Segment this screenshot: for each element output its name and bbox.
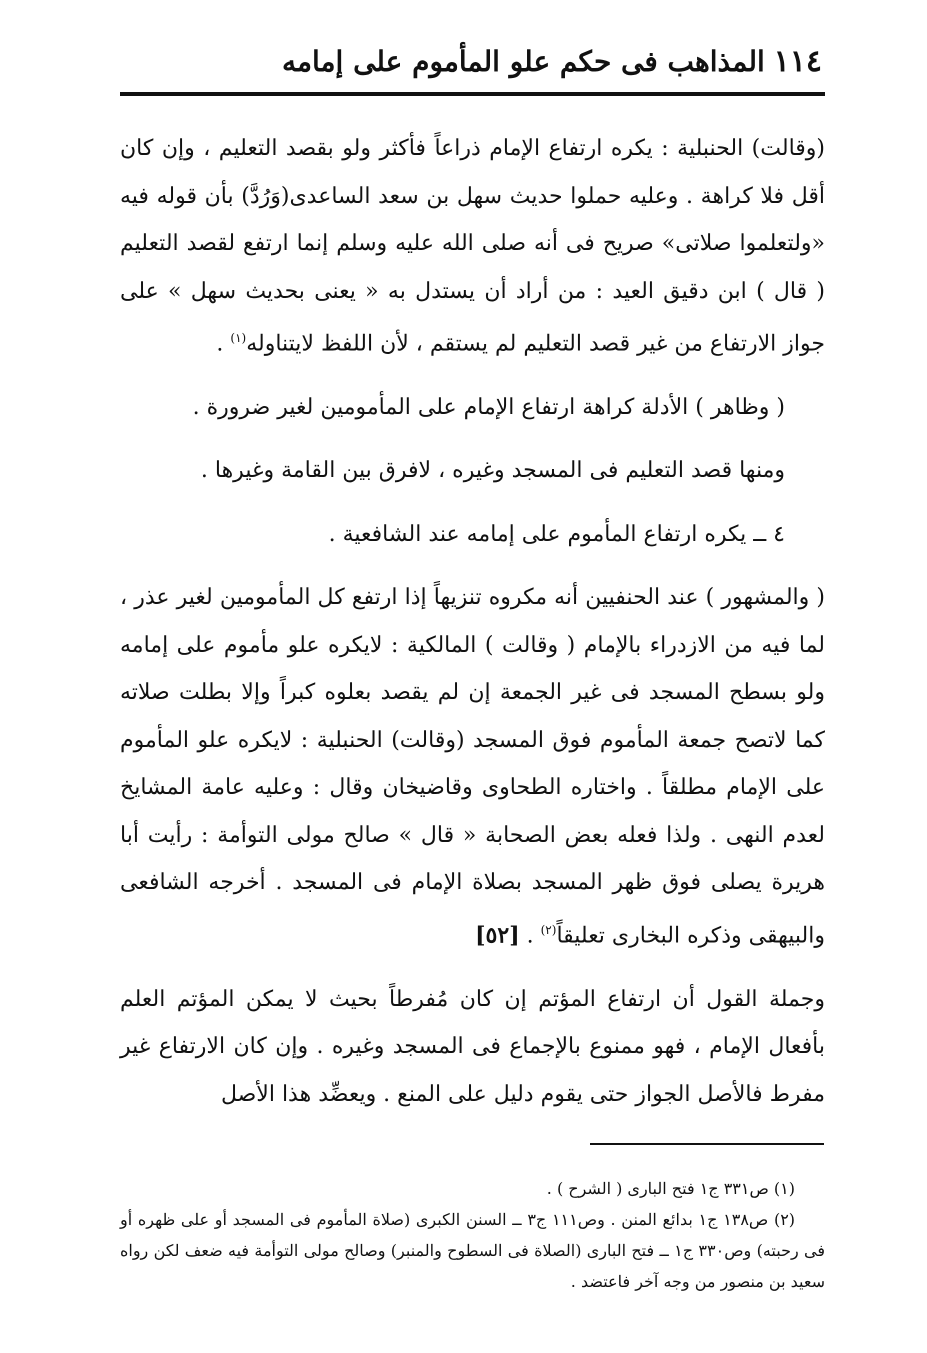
footnote-1: (١) ص٣٣١ ج١ فتح البارى ( الشرح ) . xyxy=(546,1179,795,1198)
text-line: التوأمة : رأيت أبا هريرة يصلى فوق ظهر المسجد بصلاة الإمام فى المسجد . xyxy=(120,822,825,896)
footnote-line: (٢) ص١٣٨ ج١ بدائع المنن . وص١١١ ج٣ ــ السنن الكبرى (صلاة المأموم فى المسجد xyxy=(232,1210,796,1229)
paragraph-6 xyxy=(120,976,825,1119)
text-line: مأموم على إمامه ولو بسطح المسجد فى غير الجمعة إن لم يقصد بعلوه كبراً xyxy=(120,632,826,706)
main-text xyxy=(120,125,825,1118)
text-line: بأفعال الإمام ، فهو ممنوع بالإجماع فى المسجد وغيره . وإن كان الارتفاع xyxy=(158,1034,825,1060)
text-line: وإن كان أقل فلا كراهة . وعليه حملوا حديث سهل بن سعد الساعدى(وَرُدَّ) xyxy=(120,136,825,209)
paragraph-2: ( وظاهر ) الأدلة كراهة ارتفاع الإمام على المأمومين لغير ضرورة . xyxy=(192,394,785,420)
text-line: لقصد التعليم ( قال ) ابن دقيق العيد : من أراد أن يستدل به « يعنى بحديث xyxy=(120,231,826,304)
running-title: المذاهب فى حكم علو المأموم على إمامه xyxy=(282,44,765,78)
text-end: . xyxy=(216,331,231,357)
paragraph-3: ومنها قصد التعليم فى المسجد وغيره ، لافرق بين القامة وغيرها . xyxy=(200,458,785,484)
footnote-mark: (١) xyxy=(230,331,247,345)
footnote-mark: (٢) xyxy=(540,922,557,937)
footnotes xyxy=(120,1173,825,1297)
footnote-line: أو على ظهره أو فى رحبته) وص٣٣٠ ج١ ــ فتح البارى (الصلاة فى السطوح والمنبر) وصالح مولى xyxy=(120,1210,825,1260)
text-line: وعليه عامة المشايخ لعدم النهى . ولذا فعله بعض الصحابة « قال » صالح مولى xyxy=(120,775,825,848)
paragraph-1 xyxy=(120,125,825,368)
text-line: بأن قوله فيه «ولتعلموا صلاتى» صريح فى أنه صلى الله عليه وسلم إنما ارتفع xyxy=(120,183,825,256)
text-end: . xyxy=(526,923,541,949)
text-line: وإلا بطلت صلاته كما لاتصح جمعة المأموم فوق المسجد (وقالت) الحنبلية : xyxy=(120,680,825,753)
text-line: وجملة القول أن ارتفاع المؤتم إن كان مُفرطاً بحيث لا يمكن المؤتم العلم xyxy=(120,986,825,1012)
text-line: أخرجه الشافعى والبيهقى وذكره البخارى تعليقاً xyxy=(120,870,825,949)
text-line: ( والمشهور ) عند الحنفيين أنه مكروه تنزيهاً إذا ارتفع كل المأمومين xyxy=(219,585,825,611)
footnote-2 xyxy=(120,1204,825,1297)
footnote-line: التوأمة فيه ضعف لكن رواه سعيد بن منصور من وجه آخر فاعتضد . xyxy=(120,1241,825,1291)
footnote-rule xyxy=(590,1143,824,1145)
reference-tag: [٥٢] xyxy=(475,922,520,949)
text-line: سهل » على جواز الارتفاع من غير قصد التعليم لم يستقم ، لأن اللفظ xyxy=(120,278,825,357)
paragraph-5 xyxy=(120,574,825,959)
text-line: (وقالت) الحنبلية : يكره ارتفاع الإمام ذراعاً فأكثر ولو بقصد التعليم ، xyxy=(203,136,826,161)
page-number: ١١٤ xyxy=(773,43,822,79)
header-rule xyxy=(120,92,825,96)
paragraph-4: ٤ ــ يكره ارتفاع المأموم على إمامه عند الشافعية . xyxy=(328,521,785,547)
text-line: غير مفرط فالأصل الجواز حتى يقوم دليل على المنع . ويعضِّد هذا الأصل xyxy=(120,1034,825,1107)
page-header xyxy=(122,32,822,90)
text-line: لايكره علو المأموم على الإمام مطلقاً . واختاره الطحاوى وقاضيخان وقال : xyxy=(120,727,825,801)
text-line: لايتناوله xyxy=(246,331,314,357)
text-line: لغير عذر ، لما فيه من الازدراء بالإمام ( وقالت ) المالكية : لايكره علو xyxy=(120,585,826,658)
